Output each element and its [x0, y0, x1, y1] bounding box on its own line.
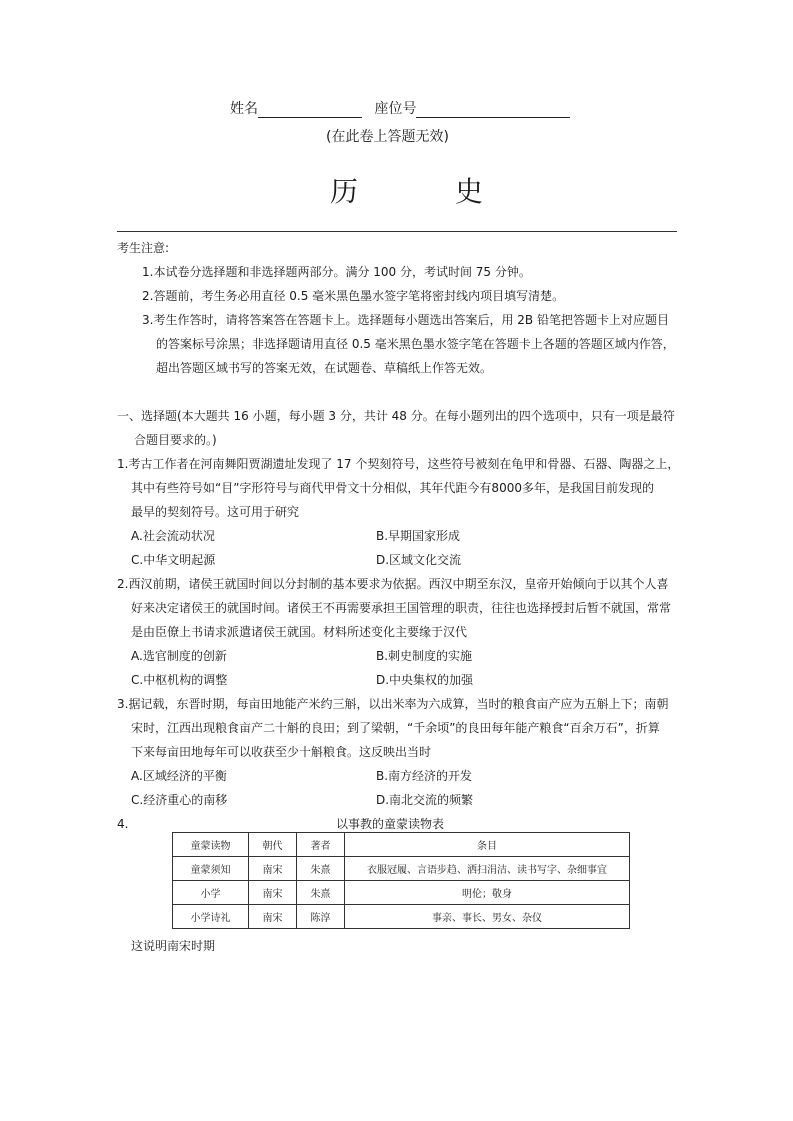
notice-item: 超出答题区域书写的答案无效，在试题卷、草稿纸上作答无效。 — [156, 361, 493, 375]
question-text: 3.据记载，东晋时期，每亩田地能产米约三斛，以出米率为六成算，当时的粮食亩产应为五斛上下；南朝 — [117, 697, 669, 711]
option-c[interactable]: C.中枢机构的调整 — [131, 673, 228, 687]
notice-item: 2.答题前，考生务必用直径 0.5 毫米黑色墨水签字笔将密封线内项目填写清楚。 — [142, 289, 565, 303]
option-d[interactable]: D.区域文化交流 — [376, 553, 462, 567]
header-divider — [117, 231, 677, 232]
notice-item: 的答案标号涂黑；非选择题请用直径 0.5 毫米黑色墨水签字笔在答题卡上各题的答题区域内作答， — [156, 337, 675, 351]
question-text: 1.考古工作者在河南舞阳贾湖遗址发现了 17 个契刻符号，这些符号被刻在龟甲和骨器、石器、陶器之上， — [117, 457, 680, 471]
table-header-cell: 条目 — [345, 833, 630, 857]
page-title: 历 史 — [330, 175, 527, 208]
question-text: 最早的契刻符号。这可用于研究 — [131, 505, 300, 519]
name-seat-line — [230, 98, 570, 118]
option-b[interactable]: B.南方经济的开发 — [376, 769, 473, 783]
question-text: 下来每亩田地每年可以收获至少十斛粮食。这反映出当时 — [131, 745, 432, 759]
table-cell: 小学诗礼 — [173, 905, 249, 929]
table-cell: 朱熹 — [297, 881, 345, 905]
table-cell: 南宋 — [249, 857, 297, 881]
table-header-cell: 朝代 — [249, 833, 297, 857]
option-b[interactable]: B.早期国家形成 — [376, 529, 461, 543]
table-header-cell: 著者 — [297, 833, 345, 857]
notice-title: 考生注意: — [117, 241, 170, 255]
table-title: 以事教的童蒙读物表 — [336, 817, 445, 831]
option-c[interactable]: C.中华文明起源 — [131, 553, 216, 567]
option-a[interactable]: A.区域经济的平衡 — [131, 769, 227, 783]
option-d[interactable]: D.南北交流的频繁 — [376, 793, 474, 807]
question-text: 2.西汉前期，诸侯王就国时间以分封制的基本要求为依据。西汉中期至东汉，皇帝开始倾向于以其个人喜 — [117, 577, 669, 591]
table-cell: 明伦；敬身 — [345, 881, 630, 905]
table-cell: 小学 — [173, 881, 249, 905]
question-text: 好来决定诸侯王的就国时间。诸侯王不再需要承担王国管理的职责，往往也选择授封后暂不就国，常常 — [131, 601, 672, 615]
section-heading-cont: 合题目要求的。) — [134, 433, 217, 447]
notice-item: 1.本试卷分选择题和非选择题两部分。满分 100 分，考试时间 75 分钟。 — [142, 265, 531, 279]
table-row — [173, 905, 630, 929]
table-cell: 朱熹 — [297, 857, 345, 881]
option-d[interactable]: D.中央集权的加强 — [376, 673, 474, 687]
section-heading: 一、选择题(本大题共 16 小题，每小题 3 分，共计 48 分。在每小题列出的四个选项中，只有一项是最符 — [117, 409, 675, 423]
table-cell: 事亲、事长、男女、杂仪 — [345, 905, 630, 929]
table-header-cell: 童蒙读物 — [173, 833, 249, 857]
name-blank[interactable] — [258, 103, 362, 118]
seat-blank[interactable] — [416, 103, 570, 118]
question-text: 这说明南宋时期 — [131, 939, 216, 953]
seat-label: 座位号 — [374, 101, 417, 117]
option-a[interactable]: A.选官制度的创新 — [131, 649, 227, 663]
table-cell: 陈淳 — [297, 905, 345, 929]
question-text: 其中有些符号如“目”字形符号与商代甲骨文十分相似，其年代距今有8000多年，是我国目前发现的 — [131, 481, 654, 495]
question-text: 是由臣僚上书请求派遣诸侯王就国。材料所述变化主要缘于汉代 — [131, 625, 468, 639]
invalid-note: (在此卷上答题无效) — [326, 129, 449, 145]
name-label: 姓名 — [230, 101, 258, 117]
table-cell: 南宋 — [249, 905, 297, 929]
table-row — [173, 857, 630, 881]
option-c[interactable]: C.经济重心的南移 — [131, 793, 228, 807]
reading-table — [172, 832, 630, 929]
option-a[interactable]: A.社会流动状况 — [131, 529, 215, 543]
table-cell: 南宋 — [249, 881, 297, 905]
table-cell: 童蒙须知 — [173, 857, 249, 881]
question-text: 宋时，江西出现粮食亩产二十斛的良田；到了梁朝，“千余顷”的良田每年能产粮食“百余万石”，折算 — [131, 721, 660, 735]
table-header-row — [173, 833, 630, 857]
option-b[interactable]: B.刺史制度的实施 — [376, 649, 473, 663]
table-cell: 衣服冠履、言语步趋、洒扫涓洁、读书写字、杂细事宜 — [345, 857, 630, 881]
notice-item: 3.考生作答时，请将答案答在答题卡上。选择题每小题选出答案后，用 2B 铅笔把答题卡上对应题目 — [142, 313, 669, 327]
question-number: 4. — [117, 817, 129, 831]
table-row — [173, 881, 630, 905]
